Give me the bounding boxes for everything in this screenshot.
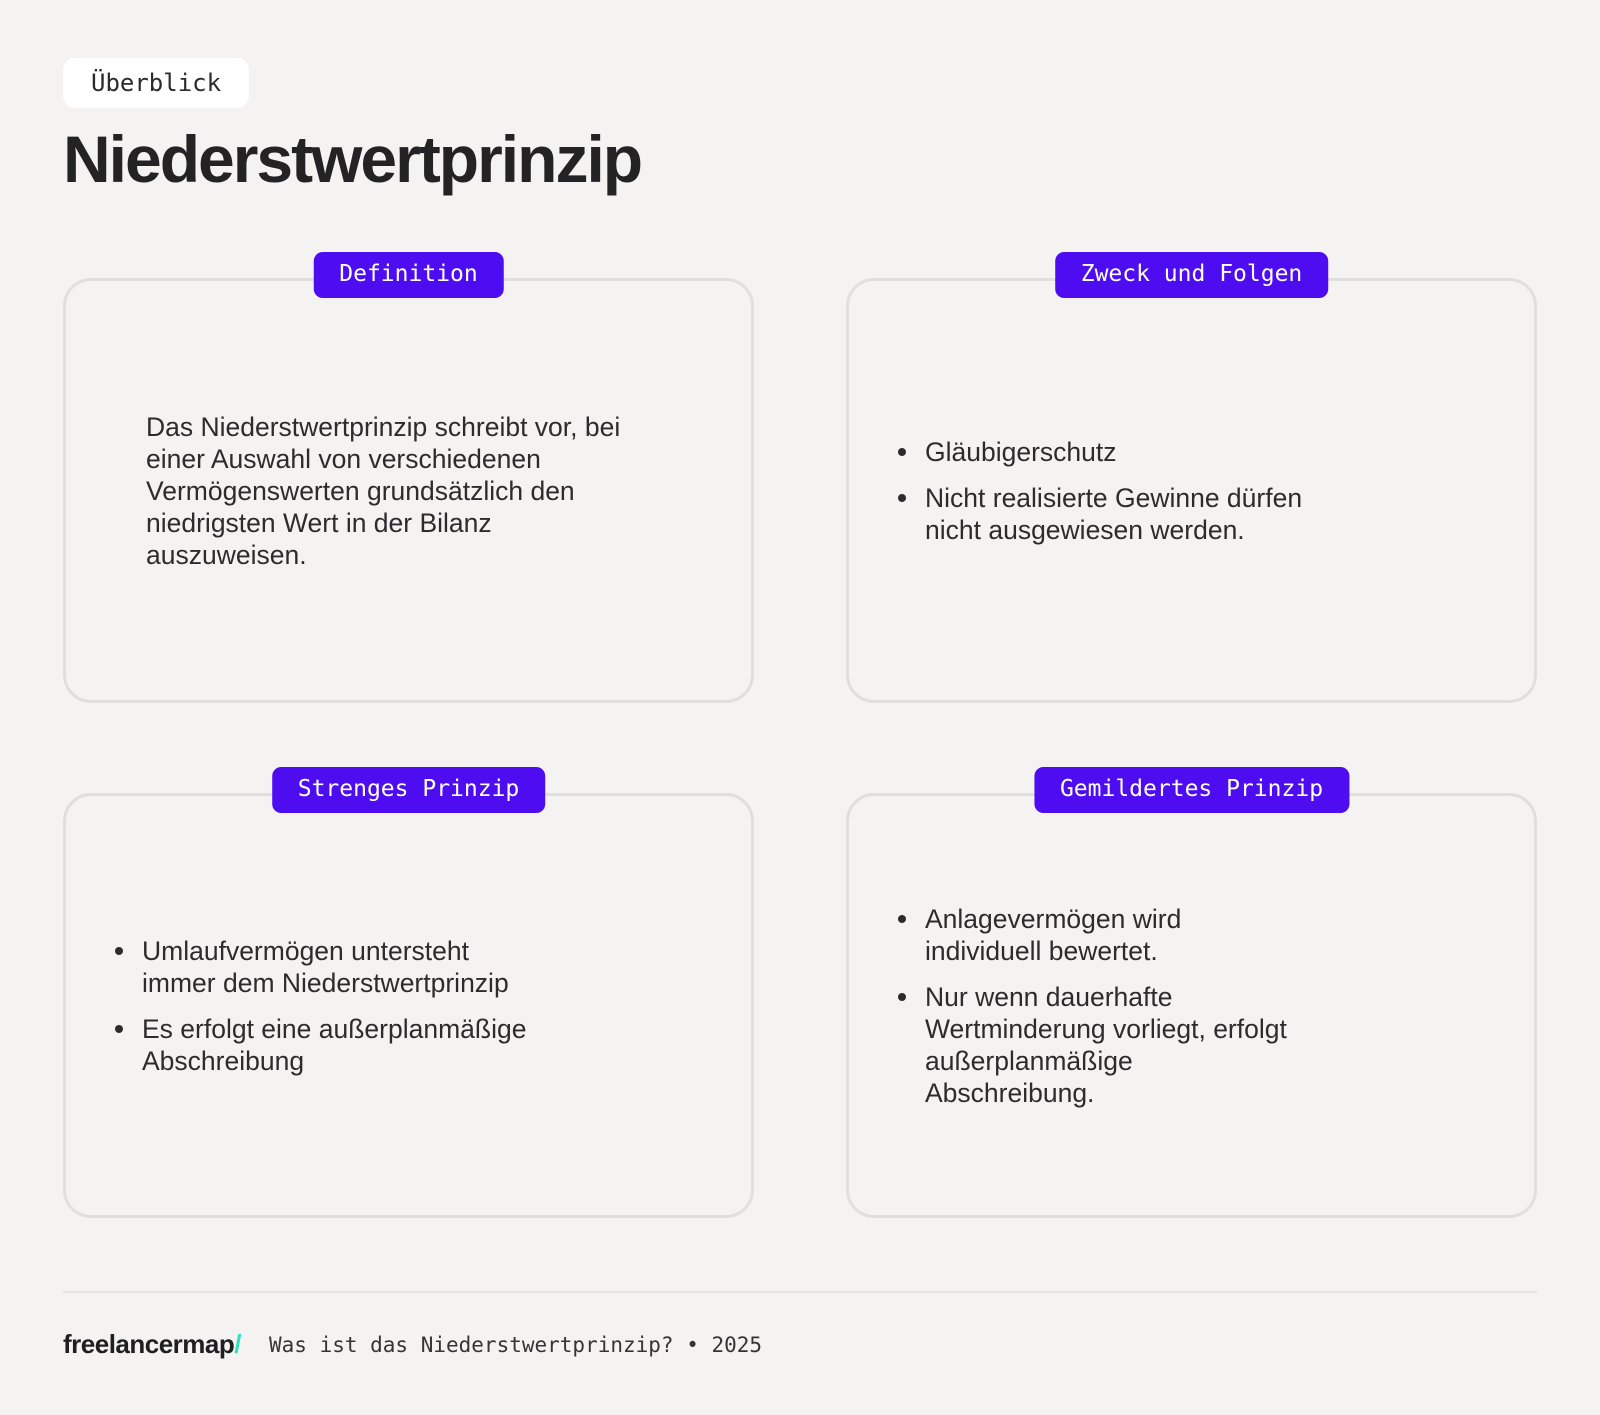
card-grid: [63, 261, 1537, 1218]
bullet-item: Umlaufvermögen untersteht immer dem Niederstwertprinzip: [112, 935, 542, 999]
card-gemildertes-prinzip: [846, 776, 1537, 1218]
footer: [63, 1329, 1537, 1360]
bullet-item: Nur wenn dauerhafte Wertminderung vorliegt, erfolgt außerplanmäßige Abschreibung.: [895, 981, 1287, 1109]
logo-slash: /: [234, 1329, 241, 1359]
bullet-list: [895, 903, 1534, 1109]
card-strenges-prinzip: [63, 776, 754, 1218]
card-badge-zweck-und-folgen: Zweck und Folgen: [1055, 252, 1329, 298]
footer-caption: Was ist das Niederstwertprinzip? • 2025: [269, 1332, 763, 1357]
card-badge-definition: Definition: [313, 252, 503, 298]
bullet-item: Anlagevermögen wird individuell bewertet.: [895, 903, 1287, 967]
definition-text: Das Niederstwertprinzip schreibt vor, bei einer Auswahl von verschiedenen Vermögenswerten grundsätzlich den niedrigsten Wert in der Bilanz auszuweisen.: [146, 411, 621, 570]
page-title: Niederstwertprinzip: [63, 122, 642, 196]
bullet-item: Gläubigerschutz: [895, 436, 1365, 468]
logo-text: freelancermap: [63, 1329, 235, 1359]
card-badge-gemildertes-prinzip: Gemildertes Prinzip: [1034, 767, 1349, 813]
overview-badge: Überblick: [63, 58, 249, 108]
card-definition: [63, 261, 754, 703]
bullet-list: [895, 436, 1534, 546]
footer-divider: [63, 1291, 1537, 1293]
bullet-item: Nicht realisierte Gewinne dürfen nicht ausgewiesen werden.: [895, 482, 1365, 546]
bullet-list: [112, 935, 751, 1077]
card-badge-strenges-prinzip: Strenges Prinzip: [272, 767, 546, 813]
freelancermap-logo: [63, 1329, 241, 1360]
card-zweck-und-folgen: [846, 261, 1537, 703]
bullet-item: Es erfolgt eine außerplanmäßige Abschreibung: [112, 1013, 542, 1077]
